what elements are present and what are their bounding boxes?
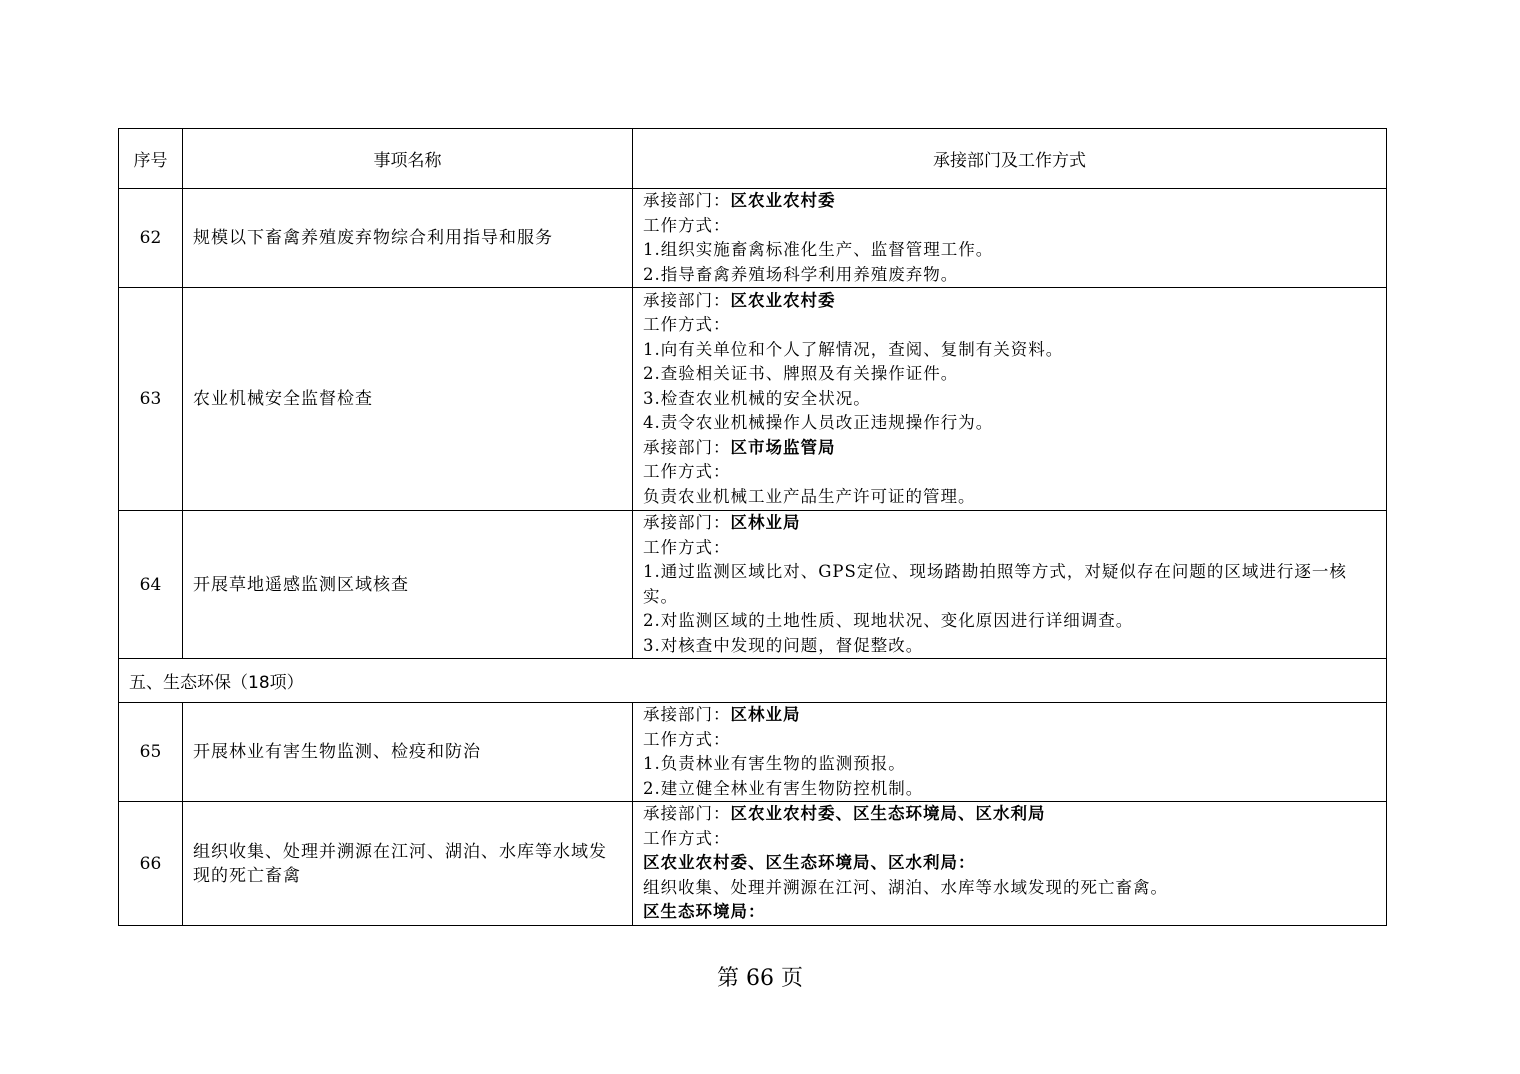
page-number: 第 66 页 (717, 966, 803, 991)
dept-label: 承接部门： (643, 705, 731, 724)
dept-line (643, 703, 1376, 728)
method-line: 2.建立健全林业有害生物防控机制。 (643, 778, 924, 798)
table-row (119, 511, 1387, 659)
dept-label: 承接部门： (643, 290, 731, 310)
header-no: 序号 (119, 129, 183, 189)
dept-and-method (633, 703, 1387, 802)
method-line: 工作方式： (643, 828, 731, 848)
dept-and-method (633, 288, 1387, 511)
table-row (119, 802, 1387, 926)
method-line: 1.向有关单位和个人了解情况，查阅、复制有关资料。 (643, 339, 1064, 359)
item-name: 农业机械安全监督检查 (183, 288, 633, 511)
dept-heading-line: 区农业农村委、区生态环境局、区水利局： (643, 853, 976, 873)
dept-label: 承接部门： (643, 513, 731, 532)
dept-and-method (633, 802, 1387, 926)
dept-line (643, 189, 1376, 214)
method-line: 1.组织实施畜禽标准化生产、监督管理工作。 (643, 240, 994, 259)
dept-line (643, 436, 1376, 461)
header-dept: 承接部门及工作方式 (633, 129, 1387, 189)
method-line: 4.责令农业机械操作人员改正违规操作行为。 (643, 413, 994, 433)
dept-and-method (633, 189, 1387, 288)
method-line: 2.查验相关证书、牌照及有关操作证件。 (643, 364, 959, 384)
dept-line (643, 289, 1376, 314)
row-number: 62 (119, 189, 183, 288)
method-line: 工作方式： (643, 537, 731, 557)
dept-line (643, 802, 1376, 827)
table-row (119, 189, 1387, 288)
item-name: 组织收集、处理并溯源在江河、湖泊、水库等水域发现的死亡畜禽 (183, 802, 633, 926)
method-line: 2.对监测区域的土地性质、现地状况、变化原因进行详细调查。 (643, 611, 1134, 630)
method-line: 2.指导畜禽养殖场科学利用养殖废弃物。 (643, 264, 959, 284)
method-line: 工作方式： (643, 215, 731, 235)
table-header-row (119, 129, 1387, 189)
method-line: 工作方式： (643, 315, 731, 335)
method-line: 1.通过监测区域比对、GPS定位、现场踏勘拍照等方式，对疑似存在问题的区域进行逐一核实。 (643, 562, 1347, 606)
item-name: 开展草地遥感监测区域核查 (183, 511, 633, 659)
table-row (119, 703, 1387, 802)
dept-line (643, 511, 1376, 536)
dept-value: 区农业农村委 (730, 290, 836, 310)
row-number: 66 (119, 802, 183, 926)
dept-label: 承接部门： (643, 191, 731, 210)
row-number: 64 (119, 511, 183, 659)
dept-value: 区林业局 (730, 705, 801, 724)
method-line: 组织收集、处理并溯源在江河、湖泊、水库等水域发现的死亡畜禽。 (643, 877, 1168, 897)
items-table (118, 128, 1387, 926)
dept-value: 区市场监管局 (730, 437, 836, 457)
dept-value: 区农业农村委、区生态环境局、区水利局 (730, 804, 1046, 824)
item-name: 开展林业有害生物监测、检疫和防治 (183, 703, 633, 802)
dept-value: 区农业农村委 (730, 191, 836, 210)
header-name: 事项名称 (183, 129, 633, 189)
row-number: 65 (119, 703, 183, 802)
method-line: 工作方式： (643, 462, 731, 482)
method-line: 1.负责林业有害生物的监测预报。 (643, 754, 906, 773)
method-line: 工作方式： (643, 729, 731, 749)
method-line: 3.对核查中发现的问题，督促整改。 (643, 635, 924, 655)
section-row (119, 659, 1387, 703)
table-row (119, 288, 1387, 511)
item-name: 规模以下畜禽养殖废弃物综合利用指导和服务 (183, 189, 633, 288)
method-line: 负责农业机械工业产品生产许可证的管理。 (643, 486, 976, 506)
dept-label: 承接部门： (643, 437, 731, 457)
dept-and-method (633, 511, 1387, 659)
dept-heading-line: 区生态环境局： (643, 902, 766, 922)
dept-label: 承接部门： (643, 804, 731, 824)
method-line: 3.检查农业机械的安全状况。 (643, 388, 871, 408)
row-number: 63 (119, 288, 183, 511)
dept-value: 区林业局 (730, 513, 801, 532)
section-title: 五、生态环保（18项） (119, 659, 1387, 703)
